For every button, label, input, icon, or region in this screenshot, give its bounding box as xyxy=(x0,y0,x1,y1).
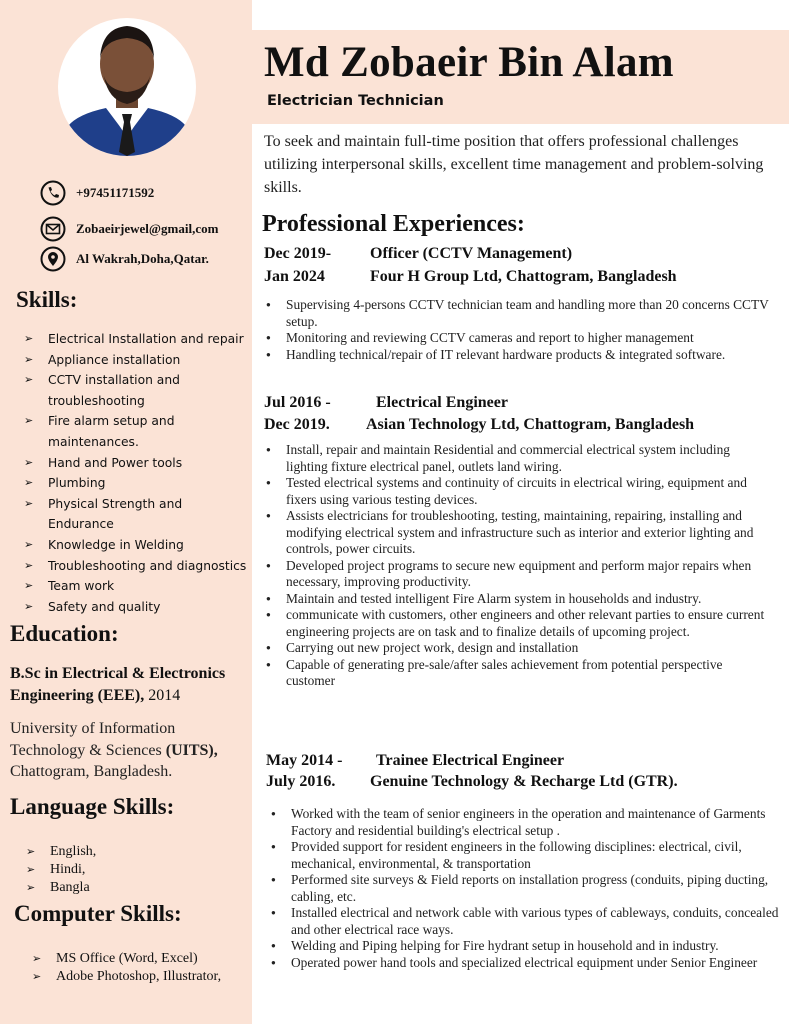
job-2-bullets xyxy=(266,442,771,690)
list-item: ➢ Adobe Photoshop, Illustrator, xyxy=(32,968,247,986)
job-role: Electrician Technician xyxy=(267,93,444,109)
university-location: Chattogram, Bangladesh. xyxy=(10,763,173,780)
list-item: ➢ Plumbing xyxy=(24,473,250,494)
job-3-line-2 xyxy=(266,773,678,791)
list-item: ● Carrying out new project work, design and installation xyxy=(266,640,771,657)
profile-photo-image xyxy=(58,18,196,156)
list-item: ● Welding and Piping helping for Fire hydrant setup in household and in industry. xyxy=(271,938,781,955)
list-item: ● Handling technical/repair of IT relevant hardware products & integrated software. xyxy=(266,347,771,364)
job-date-to: Jan 2024 xyxy=(264,268,325,285)
job-date-to: Dec 2019. xyxy=(264,416,330,433)
list-item: ➢ Hand and Power tools xyxy=(24,453,250,474)
list-item: ➢ Bangla xyxy=(26,879,226,897)
job-title: Trainee Electrical Engineer xyxy=(376,752,565,769)
job-1-bullets xyxy=(266,297,771,363)
list-item: ➢ Hindi, xyxy=(26,861,226,879)
job-1-line-1 xyxy=(264,245,572,263)
job-company: Asian Technology Ltd, Chattogram, Bangladesh xyxy=(366,416,695,433)
list-item: ● Capable of generating pre-sale/after sales achievement from potential perspective customer xyxy=(266,657,771,690)
list-item: ➢ Safety and quality xyxy=(24,597,250,618)
list-item: ➢ Knowledge in Welding xyxy=(24,535,250,556)
list-item: ➢ CCTV installation and troubleshooting xyxy=(24,370,250,411)
list-item: ➢ MS Office (Word, Excel) xyxy=(32,950,247,968)
university-abbr: (UITS), xyxy=(165,741,218,759)
list-item: ● Provided support for resident engineers in the following disciplines: electrical, civil, mechanical, environmental, & transportation xyxy=(271,839,781,872)
job-date-from: Dec 2019- xyxy=(264,245,332,262)
email-address[interactable]: Zobaeirjewel@gmail,com xyxy=(76,221,219,236)
education-degree xyxy=(10,663,255,707)
list-item: ➢ English, xyxy=(26,843,226,861)
degree-name: B.Sc in Electrical & Electronics Engineering (EEE), xyxy=(10,665,226,704)
skills-heading: Skills: xyxy=(16,287,78,312)
experience-heading: Professional Experiences: xyxy=(262,211,525,237)
education-university xyxy=(10,718,250,783)
list-item: ● Tested electrical systems and continuity of circuits in electrical wiring, equipment and fixers using various testing devices. xyxy=(266,475,771,508)
university-name: University of Information Technology & Sciences xyxy=(10,720,176,759)
job-3-line-1 xyxy=(266,752,564,770)
job-title: Officer (CCTV Management) xyxy=(370,245,573,262)
phone-icon xyxy=(40,180,66,206)
list-item: ● Monitoring and reviewing CCTV cameras and report to higher management xyxy=(266,330,771,347)
list-item: ➢ Physical Strength and Endurance xyxy=(24,494,250,535)
job-date-to: July 2016. xyxy=(266,773,336,790)
list-item: ● Maintain and tested intelligent Fire Alarm system in households and industry. xyxy=(266,591,771,608)
job-title: Electrical Engineer xyxy=(376,394,508,411)
job-2-line-1 xyxy=(264,394,508,412)
education-heading: Education: xyxy=(10,621,119,646)
location-text: Al Wakrah,Doha,Qatar. xyxy=(76,251,209,266)
job-3-bullets xyxy=(271,806,781,971)
list-item: ➢ Fire alarm setup and maintenances. xyxy=(24,411,250,452)
contact-email xyxy=(40,216,218,242)
job-2-line-2 xyxy=(264,416,694,434)
job-1-line-2 xyxy=(264,268,677,286)
list-item: ● Assists electricians for troubleshooting, testing, maintaining, repairing, installing and modifying electrical system and infrastructure such as interior and exterior lighting and controls, power circuits. xyxy=(266,508,771,558)
job-company: Four H Group Ltd, Chattogram, Bangladesh xyxy=(370,268,677,285)
person-name: Md Zobaeir Bin Alam xyxy=(264,39,674,86)
list-item: ➢ Team work xyxy=(24,576,250,597)
list-item: ● Worked with the team of senior engineers in the operation and maintenance of Garments Factory and residential building's electrical setup . xyxy=(271,806,781,839)
list-item: ➢ Appliance installation xyxy=(24,350,250,371)
job-company: Genuine Technology & Recharge Ltd (GTR). xyxy=(370,773,678,790)
language-list xyxy=(26,843,226,897)
degree-year: 2014 xyxy=(148,687,181,704)
list-item: ➢ Electrical Installation and repair xyxy=(24,329,250,350)
list-item: ● communicate with customers, other engineers and other relevant parties to ensure current engineering projects are on task and to finalize details of upcoming project. xyxy=(266,607,771,640)
objective-text: To seek and maintain full-time position that offers professional challenges utilizing interpersonal skills, excellent time management and problem-solving skills. xyxy=(264,133,764,196)
list-item: ● Install, repair and maintain Residential and commercial electrical system including lighting fixture electrical panel, outlets land wiring. xyxy=(266,442,771,475)
list-item: ● Operated power hand tools and specialized electrical equipment under Senior Engineer xyxy=(271,955,781,972)
list-item: ● Installed electrical and network cable with various types of cableways, conduits, concealed and other electrical race ways. xyxy=(271,905,781,938)
profile-photo xyxy=(58,18,196,156)
computer-heading: Computer Skills: xyxy=(14,901,182,926)
location-pin-icon xyxy=(40,246,66,272)
list-item: ● Supervising 4-persons CCTV technician team and handling more than 20 concerns CCTV setup. xyxy=(266,297,771,330)
list-item: ● Performed site surveys & Field reports on installation progress (conduits, piping ducting, cabling, etc. xyxy=(271,872,781,905)
email-icon xyxy=(40,216,66,242)
list-item: ● Developed project programs to secure new equipment and perform major repairs when necessary, improving productivity. xyxy=(266,558,771,591)
contact-location xyxy=(40,246,209,272)
job-date-from: Jul 2016 - xyxy=(264,394,331,411)
list-item: ➢ Troubleshooting and diagnostics xyxy=(24,556,250,577)
computer-list xyxy=(32,950,247,986)
language-heading: Language Skills: xyxy=(10,794,175,819)
phone-number[interactable]: +97451171592 xyxy=(76,185,155,200)
contact-phone xyxy=(40,180,154,206)
skills-list xyxy=(24,329,250,617)
job-date-from: May 2014 - xyxy=(266,752,343,769)
